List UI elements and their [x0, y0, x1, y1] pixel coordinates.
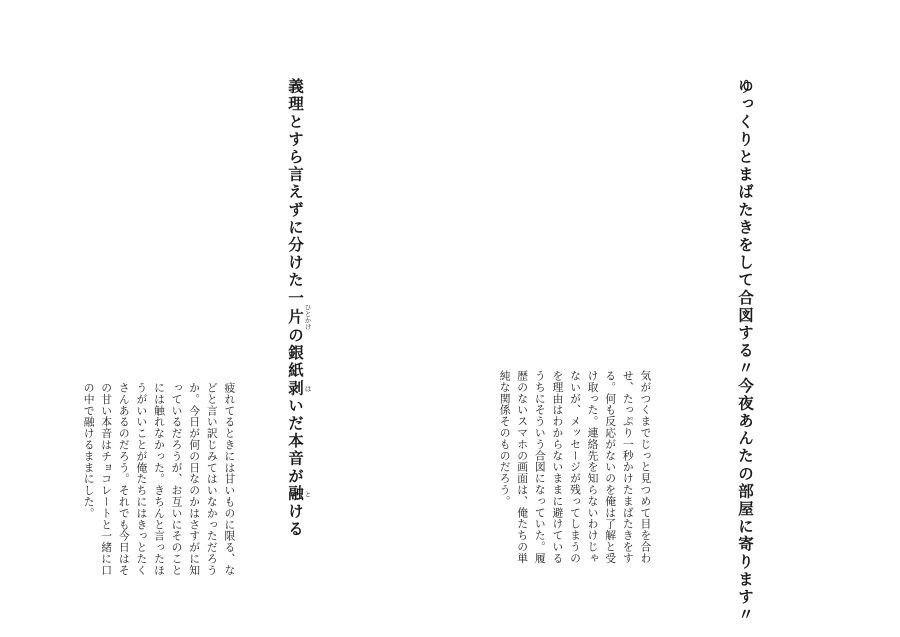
body-line: 気がつくまでじっと見つめて目を合わ [639, 370, 653, 564]
body-line: うちにそういう合図になっていた。履 [533, 370, 547, 564]
body-line: を理由はわからないままに避けている [551, 370, 565, 564]
body-line: ないが、メッセージが残ってしまうの [568, 370, 582, 564]
body-line: 純な関係そのものだろう。 [498, 370, 512, 507]
body-line: うがいいことが俺たちにはきっとたく [135, 382, 149, 576]
body-line: け取った。連絡先を知らないわけじゃ [586, 370, 600, 564]
body-line: の中で融けるままにした。 [82, 382, 96, 519]
furigana: 片ひとかけ [286, 303, 312, 330]
body-line: 歴のないスマホの画面は、俺たちの単 [516, 370, 530, 564]
right-page-title: ゆっくりとまばたきをして合図する〃今夜あんたの部屋に寄ります〃 [736, 78, 755, 624]
left-page-title [284, 78, 312, 538]
title-text: 義理とすら言えずに分けた一 [286, 78, 305, 307]
body-line: せ、たっぷり一秒かけたまばたきをす [621, 370, 635, 564]
title-text: の銀紙 [286, 326, 305, 380]
left-page-body [80, 382, 238, 578]
body-line: さんあるのだろう。それでも今日はそ [117, 382, 131, 576]
body-line: どと言い訳じみてはいなかっただろう [205, 382, 219, 576]
body-line: っているだろうが、お互いにそのこと [170, 382, 184, 576]
right-page-body [496, 370, 654, 580]
body-line: 疲れてるときには甘いものに限る、な [223, 382, 237, 576]
furigana: 融と [286, 485, 312, 503]
body-line: には触れなかった。きちんと言ったほ [152, 382, 166, 576]
title-text: いだ本音が [286, 397, 305, 486]
furigana: 剥は [286, 379, 312, 398]
body-line: る。何も反応がないのを俺は了解と受 [604, 370, 618, 564]
body-line: の甘い本音はチョコレートと一緒に口 [100, 382, 114, 576]
body-line: か。今日が何の日なのかはさすがに知 [188, 382, 202, 576]
title-text: ける [286, 502, 305, 539]
